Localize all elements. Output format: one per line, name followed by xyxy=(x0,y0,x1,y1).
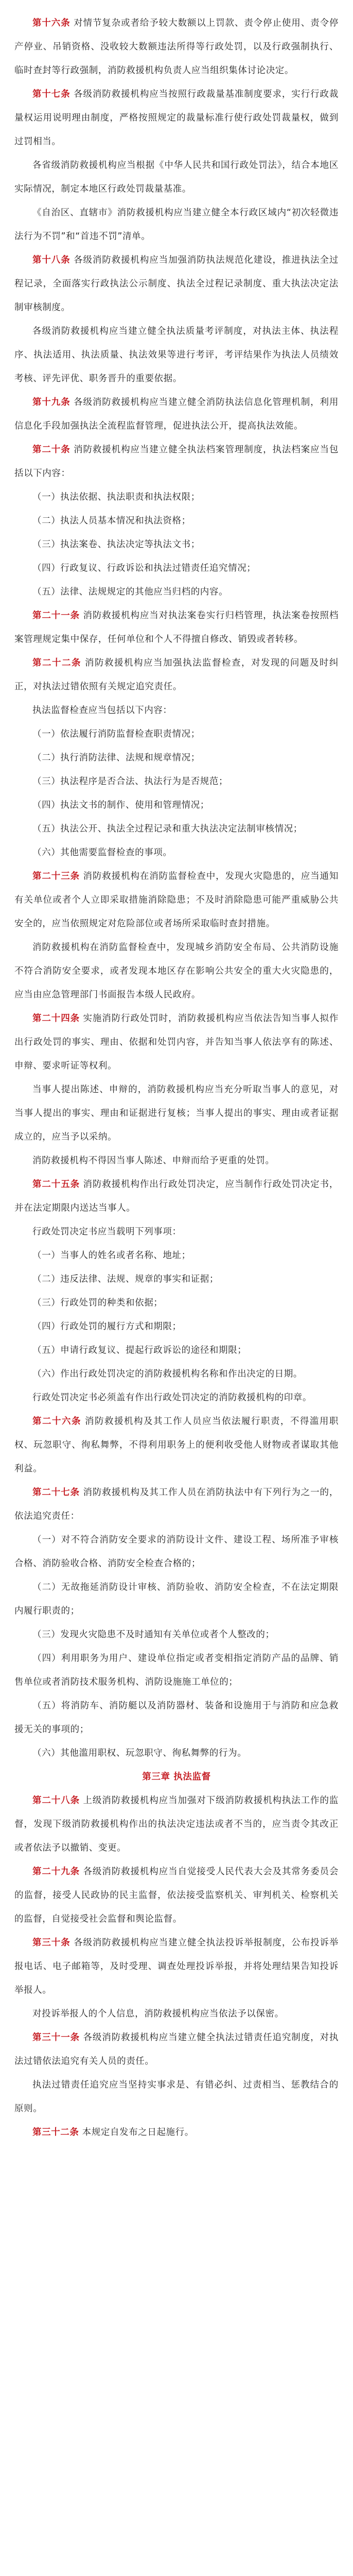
article-number: 第三十条 xyxy=(32,1938,70,1948)
paragraph-text: （五）法律、法规规定的其他应当归档的内容。 xyxy=(32,587,228,597)
article-number: 第二十五条 xyxy=(32,1179,80,1190)
paragraph-text: 上级消防救援机构应当加强对下级消防救援机构执法工作的监督，发现下级消防救援机构作出的执法决定违法或者不当的，应当责令其改正或者依法予以撤销、变更。 xyxy=(14,1795,339,1853)
paragraph xyxy=(14,1362,339,1386)
paragraph-text: （四）执法文书的制作、使用和管理情况； xyxy=(32,800,209,810)
paragraph xyxy=(14,438,339,485)
paragraph-text: （四）行政复议、行政诉讼和执法过错责任追究情况； xyxy=(32,563,256,573)
paragraph xyxy=(14,2073,339,2121)
paragraph xyxy=(14,722,339,746)
paragraph xyxy=(14,533,339,556)
paragraph-text: 各级消防救援机构应当自觉接受人民代表大会及其常务委员会的监督，接受人民政协的民主监督，依法接受监察机关、审判机关、检察机关的监督，自觉接受社会监督和舆论监督。 xyxy=(14,1867,339,1924)
paragraph xyxy=(14,1149,339,1173)
paragraph-text: 各省级消防救援机构应当根据《中华人民共和国行政处罚法》，结合本地区实际情况，制定本地区行政处罚裁量基准。 xyxy=(14,160,339,194)
paragraph xyxy=(14,1220,339,1244)
article-number: 第十七条 xyxy=(32,89,70,99)
paragraph-text: （三）执法案卷、执法决定等执法文书； xyxy=(32,539,200,550)
paragraph-text: 行政处罚决定书应当载明下列事项： xyxy=(32,1227,182,1237)
paragraph-text: （四）利用职务为用户、建设单位指定或者变相指定消防产品的品牌、销售单位或者消防技术服务机构、消防设施施工单位的； xyxy=(14,1653,339,1687)
paragraph xyxy=(14,11,339,82)
paragraph xyxy=(14,1291,339,1315)
paragraph-text: 对投诉举报人的个人信息，消防救援机构应当依法予以保密。 xyxy=(32,2009,284,2019)
paragraph-text: 行政处罚决定书必须盖有作出行政处罚决定的消防救援机构的印章。 xyxy=(32,1393,312,1403)
paragraph xyxy=(14,1410,339,1481)
paragraph-text: 执法监督检查应当包括以下内容： xyxy=(32,705,172,716)
paragraph xyxy=(14,1386,339,1410)
paragraph-text: （二）执法人员基本情况和执法资格； xyxy=(32,516,191,526)
paragraph xyxy=(14,1315,339,1338)
paragraph-text: 各级消防救援机构应当加强消防执法规范化建设，推进执法全过程记录，全面落实行政执法公示制度、执法全过程记录制度、重大执法决定法制审核制度。 xyxy=(14,255,339,313)
paragraph xyxy=(14,391,339,438)
paragraph-text: （四）行政处罚的履行方式和期限； xyxy=(32,1321,182,1332)
paragraph xyxy=(14,1741,339,1765)
paragraph-text: （六）作出行政处罚决定的消防救援机构名称和作出决定的日期。 xyxy=(32,1369,303,1379)
paragraph xyxy=(14,699,339,722)
paragraph xyxy=(14,319,339,391)
paragraph-text: 消防救援机构作出行政处罚决定，应当制作行政处罚决定书，并在法定期限内送达当事人。 xyxy=(14,1179,339,1213)
paragraph xyxy=(14,1173,339,1220)
paragraph-text: 消防救援机构及其工作人员应当依法履行职责，不得滥用职权、玩忽职守、徇私舞弊，不得利用职务上的便利收受他人财物或者谋取其他利益。 xyxy=(14,1416,339,1474)
paragraph-text: （五）将消防车、消防艇以及消防器材、装备和设施用于与消防和应急救援无关的事项的； xyxy=(14,1701,339,1735)
paragraph-text: 实施消防行政处罚时，消防救援机构应当依法告知当事人拟作出行政处罚的事实、理由、依据和处罚内容，并告知当事人依法享有的陈述、申辩、要求听证等权利。 xyxy=(14,1013,339,1071)
paragraph xyxy=(14,1789,339,1860)
article-number: 第二十八条 xyxy=(32,1795,80,1806)
paragraph-text: 本规定自发布之日起施行。 xyxy=(79,2127,194,2138)
paragraph-text: 各级消防救援机构应当建立健全执法投诉举报制度，公布投诉举报电话、电子邮箱等，及时受理、调查处理投诉举报，并将处理结果告知投诉举报人。 xyxy=(14,1938,339,1995)
paragraph xyxy=(14,580,339,604)
paragraph xyxy=(14,1860,339,1931)
paragraph-text: （三）行政处罚的种类和依据； xyxy=(32,1298,163,1308)
paragraph-text: 第三章 执法监督 xyxy=(142,1772,211,1782)
article-number: 第三十二条 xyxy=(32,2127,79,2138)
paragraph xyxy=(14,1647,339,1694)
paragraph xyxy=(14,201,339,248)
paragraph-text: 消防救援机构应当加强执法监督检查，对发现的问题及时纠正，对执法过错依照有关规定追究责任。 xyxy=(14,658,339,692)
paragraph xyxy=(14,1575,339,1623)
paragraph xyxy=(14,154,339,201)
paragraph xyxy=(14,509,339,533)
paragraph-text: 消防救援机构不得因当事人陈述、申辩而给予更重的处罚。 xyxy=(32,1156,275,1166)
paragraph xyxy=(14,746,339,770)
paragraph-text: 当事人提出陈述、申辩的，消防救援机构应当充分听取当事人的意见，对当事人提出的事实、理由和证据进行复核；当事人提出的事实、理由或者证据成立的，应当予以采纳。 xyxy=(14,1084,339,1142)
paragraph xyxy=(14,770,339,793)
paragraph xyxy=(14,1244,339,1267)
paragraph xyxy=(14,1931,339,2002)
paragraph xyxy=(14,793,339,817)
paragraph xyxy=(14,1078,339,1149)
article-number: 第三十一条 xyxy=(32,2032,80,2043)
paragraph-text: （一）对不符合消防安全要求的消防设计文件、建设工程、场所准予审核合格、消防验收合格、消防安全检查合格的； xyxy=(14,1535,339,1569)
article-number: 第二十九条 xyxy=(32,1867,80,1877)
paragraph xyxy=(14,1267,339,1291)
chapter-heading xyxy=(14,1765,339,1789)
paragraph-text: 各级消防救援机构应当建立健全执法质量考评制度，对执法主体、执法程序、执法适用、执法质量、执法效果等进行考评，考评结果作为执法人员绩效考核、评先评优、职务晋升的重要依据。 xyxy=(14,326,339,384)
paragraph xyxy=(14,1338,339,1362)
paragraph-text: 消防救援机构在消防监督检查中，发现城乡消防安全布局、公共消防设施不符合消防安全要求，或者发现本地区存在影响公共安全的重大火灾隐患的，应当由应急管理部门书面报告本级人民政府。 xyxy=(14,942,339,1000)
paragraph xyxy=(14,2121,339,2144)
paragraph-text: （二）无故拖延消防设计审核、消防验收、消防安全检查，不在法定期限内履行职责的； xyxy=(14,1582,339,1616)
paragraph-text: 各级消防救援机构应当按照行政裁量基准制度要求，实行行政裁量权运用说明理由制度，严格按照规定的裁量标准行使行政处罚裁量权，做到过罚相当。 xyxy=(14,89,339,147)
paragraph-text: 消防救援机构应当对执法案卷实行归档管理，执法案卷按照档案管理规定集中保存，任何单位和个人不得擅自修改、销毁或者转移。 xyxy=(14,611,339,645)
paragraph xyxy=(14,1007,339,1078)
paragraph xyxy=(14,865,339,936)
paragraph-text: （五）申请行政复议、提起行政诉讼的途径和期限； xyxy=(32,1345,247,1355)
article-number: 第十八条 xyxy=(32,255,70,265)
paragraph xyxy=(14,556,339,580)
paragraph xyxy=(14,1481,339,1528)
article-number: 第二十四条 xyxy=(32,1013,80,1024)
paragraph-text: （一）当事人的姓名或者名称、地址； xyxy=(32,1250,191,1261)
paragraph xyxy=(14,817,339,841)
paragraph xyxy=(14,82,339,154)
article-number: 第十九条 xyxy=(32,397,70,408)
paragraph-text: 各级消防救援机构应当建立健全消防执法信息化管理机制，利用信息化手段加强执法全流程监督管理，促进执法公开，提高执法效能。 xyxy=(14,397,339,431)
paragraph-text: 《自治区、直辖市》消防救援机构应当建立健全本行政区域内“初次轻微违法行为不罚”和“首违不罚”清单。 xyxy=(14,208,339,242)
article-number: 第二十七条 xyxy=(32,1487,80,1498)
paragraph xyxy=(14,651,339,699)
paragraph-text: （一）执法依据、执法职责和执法权限； xyxy=(32,492,200,502)
article-number: 第二十三条 xyxy=(32,871,80,882)
paragraph-text: （二）违反法律、法规、规章的事实和证据； xyxy=(32,1274,219,1284)
paragraph xyxy=(14,2026,339,2073)
paragraph-text: （三）发现火灾隐患不及时通知有关单位或者个人整改的； xyxy=(32,1630,275,1640)
paragraph xyxy=(14,1528,339,1575)
paragraph xyxy=(14,841,339,865)
article-number: 第十六条 xyxy=(32,18,70,28)
paragraph-text: （一）依法履行消防监督检查职责情况； xyxy=(32,729,200,739)
article-number: 第二十二条 xyxy=(32,658,81,668)
paragraph-text: （二）执行消防法律、法规和规章情况； xyxy=(32,753,200,763)
paragraph-text: 对情节复杂或者给予较大数额以上罚款、责令停止使用、责令停产停业、吊销资格、没收较大数额违法所得等行政处罚，以及行政强制执行、临时查封等行政强制，消防救援机构负责人应当组织集体讨论决定。 xyxy=(14,18,339,76)
paragraph-text: 执法过错责任追究应当坚持实事求是、有错必纠、过责相当、惩教结合的原则。 xyxy=(14,2080,339,2114)
article-number: 第二十一条 xyxy=(32,611,80,621)
paragraph xyxy=(14,2002,339,2026)
paragraph-text: 消防救援机构在消防监督检查中，发现火灾隐患的，应当通知有关单位或者个人立即采取措施消除隐患；不及时消除隐患可能严重威胁公共安全的，应当依照规定对危险部位或者场所采取临时查封措施。 xyxy=(14,871,339,929)
article-number: 第二十六条 xyxy=(32,1416,81,1427)
article-number: 第二十条 xyxy=(32,445,70,455)
paragraph xyxy=(14,248,339,319)
paragraph xyxy=(14,1623,339,1647)
paragraph xyxy=(14,1694,339,1741)
paragraph-text: 消防救援机构及其工作人员在消防执法中有下列行为之一的，依法追究责任： xyxy=(14,1487,339,1521)
paragraph-text: 消防救援机构应当建立健全执法档案管理制度，执法档案应当包括以下内容： xyxy=(14,445,339,479)
paragraph xyxy=(14,936,339,1007)
paragraph-text: （三）执法程序是否合法、执法行为是否规范； xyxy=(32,776,228,787)
paragraph-text: （六）其他需要监督检查的事项。 xyxy=(32,848,172,858)
paragraph-text: 各级消防救援机构应当建立健全执法过错责任追究制度，对执法过错依法追究有关人员的责任。 xyxy=(14,2032,339,2066)
paragraph xyxy=(14,485,339,509)
paragraph-text: （六）其他滥用职权、玩忽职守、徇私舞弊的行为。 xyxy=(32,1748,247,1758)
paragraph xyxy=(14,604,339,651)
paragraph-text: （五）执法公开、执法全过程记录和重大执法决定法制审核情况； xyxy=(32,824,303,834)
